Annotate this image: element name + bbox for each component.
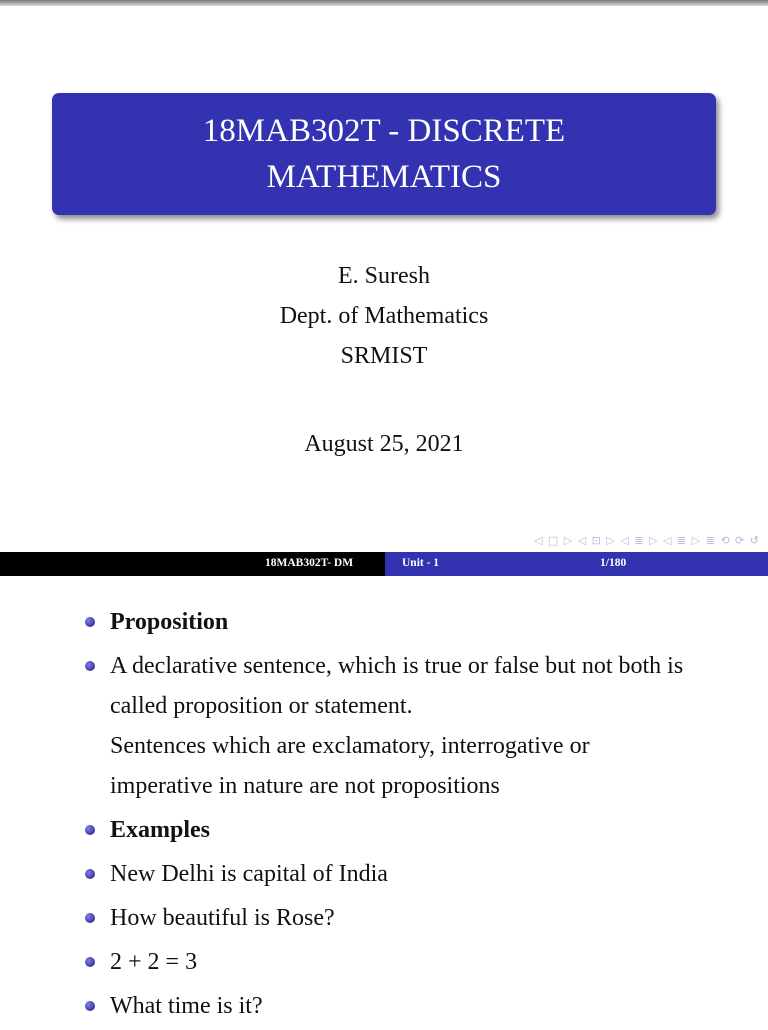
item-text: A declarative sentence, which is true or false but not both is called proposition or statement. bbox=[110, 653, 684, 719]
list-item bbox=[0, 986, 768, 1026]
bullet-icon bbox=[85, 957, 95, 967]
content-slide bbox=[0, 576, 768, 1024]
footer-page-number: 1/180 bbox=[600, 557, 627, 569]
presentation-date: August 25, 2021 bbox=[304, 431, 464, 457]
item-text: 2 + 2 = 3 bbox=[110, 949, 198, 975]
department: Dept. of Mathematics bbox=[279, 303, 489, 329]
institution: SRMIST bbox=[340, 343, 428, 369]
item-text: Proposition bbox=[110, 609, 229, 635]
author-name: E. Suresh bbox=[338, 263, 430, 289]
title-line-1: 18MAB302T - DISCRETE bbox=[202, 113, 566, 149]
bullet-icon bbox=[85, 1001, 95, 1011]
footer-short-title: 18MAB302T- DM bbox=[265, 557, 354, 569]
title-box bbox=[52, 93, 716, 215]
bullet-icon bbox=[85, 825, 95, 835]
title-line-2: MATHEMATICS bbox=[266, 159, 502, 195]
footer-right bbox=[385, 552, 768, 576]
list-item bbox=[0, 646, 768, 806]
footer-left bbox=[0, 552, 385, 576]
bullet-icon bbox=[85, 913, 95, 923]
bullet-icon bbox=[85, 661, 95, 671]
bullet-icon bbox=[85, 617, 95, 627]
footer-bar bbox=[0, 552, 768, 576]
item-text: New Delhi is capital of India bbox=[110, 861, 388, 887]
list-item bbox=[0, 898, 768, 938]
item-text-continuation: Sentences which are exclamatory, interrogative or imperative in nature are not propositions bbox=[110, 733, 590, 799]
list-item bbox=[0, 854, 768, 894]
footer-unit: Unit - 1 bbox=[402, 557, 440, 569]
item-text: What time is it? bbox=[110, 993, 263, 1019]
item-text: Examples bbox=[110, 817, 211, 843]
list-item bbox=[0, 602, 768, 642]
author-block bbox=[0, 256, 768, 376]
title-slide bbox=[0, 6, 768, 551]
beamer-navigation-icons[interactable]: ◁ □ ▷ ◁ ⊡ ▷ ◁ ≣ ▷ ◁ ≣ ▷ ≣ ⟲ ⟳ ↺ bbox=[533, 534, 760, 547]
list-item bbox=[0, 810, 768, 850]
list-item bbox=[0, 942, 768, 982]
bullet-list bbox=[0, 602, 768, 1030]
bullet-icon bbox=[85, 869, 95, 879]
item-text: How beautiful is Rose? bbox=[110, 905, 335, 931]
